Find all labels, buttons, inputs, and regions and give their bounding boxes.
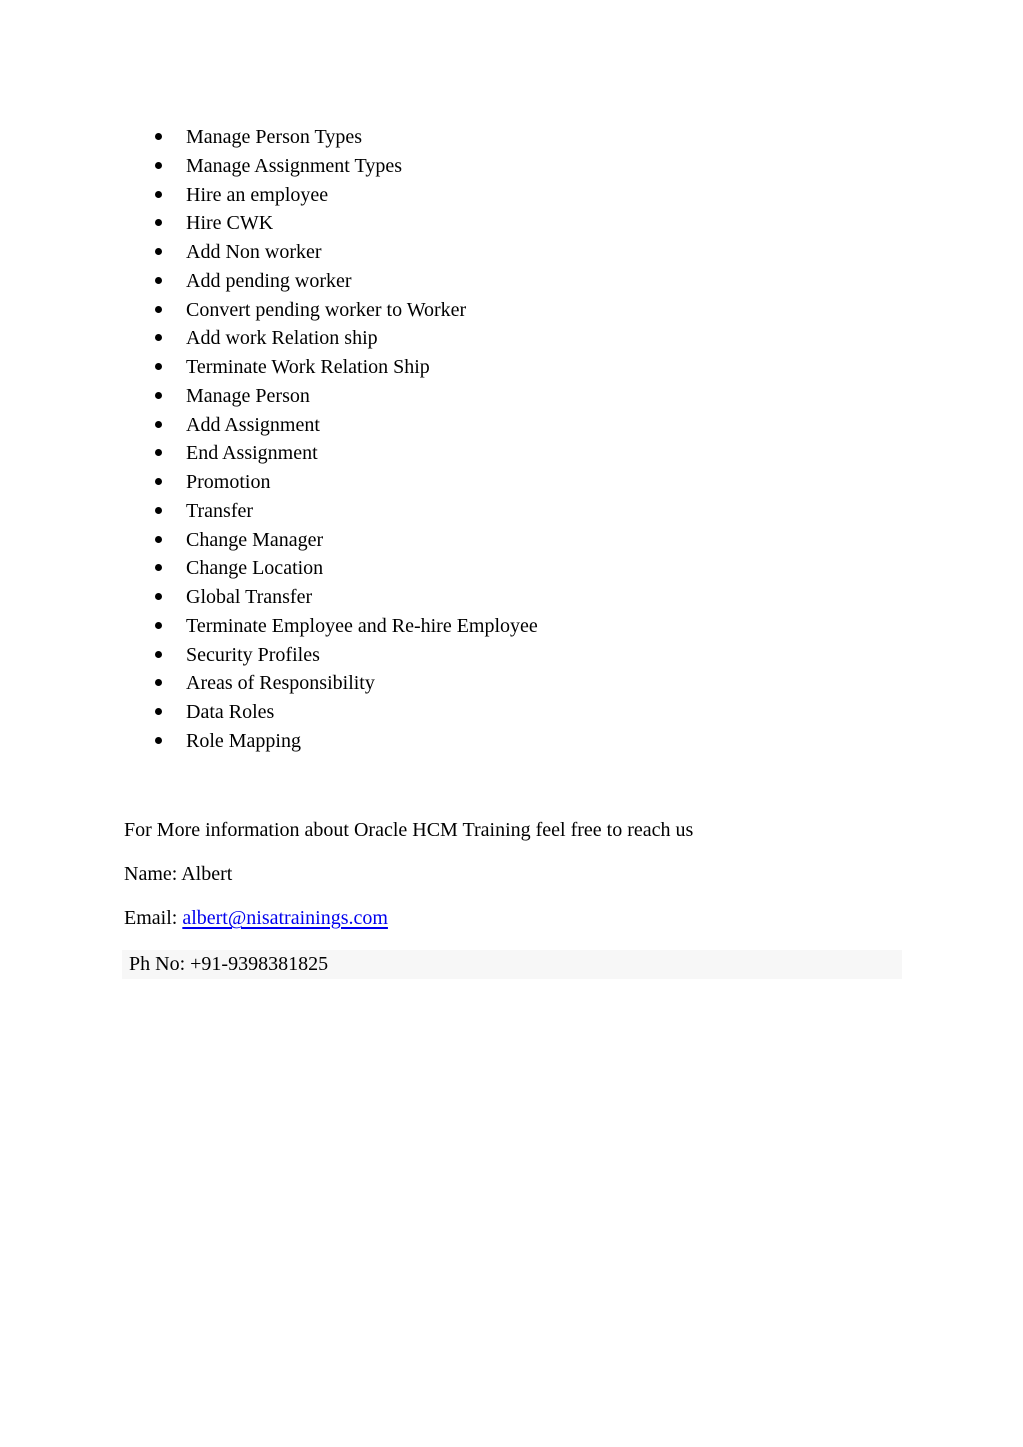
bullet-icon xyxy=(155,392,162,399)
bullet-icon xyxy=(155,277,162,284)
list-item-text: Security Profiles xyxy=(186,643,320,666)
contact-intro: For More information about Oracle HCM Training feel free to reach us xyxy=(124,819,694,841)
list-item-text: Promotion xyxy=(186,471,271,493)
list-item-text: Manage Person xyxy=(186,384,310,407)
bullet-icon xyxy=(155,622,162,629)
list-item-text: Terminate Employee and Re-hire Employee xyxy=(186,614,538,637)
bullet-icon xyxy=(155,449,162,456)
list-item-text: Role Mapping xyxy=(186,729,301,752)
bullet-icon xyxy=(155,133,162,140)
bullet-icon xyxy=(155,191,162,198)
phone-box xyxy=(122,950,902,979)
bullet-icon xyxy=(155,536,162,543)
email-link[interactable]: albert@nisatrainings.com xyxy=(182,907,388,929)
list-item-text: Areas of Responsibility xyxy=(186,672,375,695)
list-item-text: Change Manager xyxy=(186,528,324,551)
list-item-text: Transfer xyxy=(186,499,254,522)
bullet-icon xyxy=(155,363,162,370)
bullet-icon xyxy=(155,162,162,169)
list-item-text: Manage Assignment Types xyxy=(186,154,402,177)
bullet-icon xyxy=(155,248,162,255)
list-item-text: Manage Person Types xyxy=(186,126,362,148)
list-item-text: Add pending worker xyxy=(186,269,352,292)
bullet-icon xyxy=(155,708,162,715)
bullet-icon xyxy=(155,478,162,485)
bullet-icon xyxy=(155,306,162,313)
bullet-icon xyxy=(155,679,162,686)
list-item-text: Terminate Work Relation Ship xyxy=(186,356,430,378)
bullet-icon xyxy=(155,334,162,341)
list-item-text: Hire an employee xyxy=(186,183,329,206)
email-label: Email: xyxy=(124,907,183,929)
list-item-text: Add Assignment xyxy=(186,413,320,436)
list-item-text: Data Roles xyxy=(186,701,275,723)
list-item-text: Global Transfer xyxy=(186,586,313,608)
bullet-icon xyxy=(155,651,162,658)
list-item-text: End Assignment xyxy=(186,442,318,465)
list-item-text: Hire CWK xyxy=(186,212,274,235)
list-item-text: Add Non worker xyxy=(186,241,322,263)
bullet-icon xyxy=(155,737,162,744)
contact-phone: Ph No: +91-9398381825 xyxy=(129,953,329,975)
list-item-text: Change Location xyxy=(186,557,324,580)
bullet-icon xyxy=(155,564,162,571)
bullet-icon xyxy=(155,219,162,226)
bullet-icon xyxy=(155,593,162,600)
list-item-text: Convert pending worker to Worker xyxy=(186,298,467,321)
contact-name: Name: Albert xyxy=(124,863,233,885)
contact-email-line xyxy=(124,904,388,932)
bullet-icon xyxy=(155,507,162,514)
bullet-icon xyxy=(155,421,162,428)
list-item-text: Add work Relation ship xyxy=(186,327,378,350)
